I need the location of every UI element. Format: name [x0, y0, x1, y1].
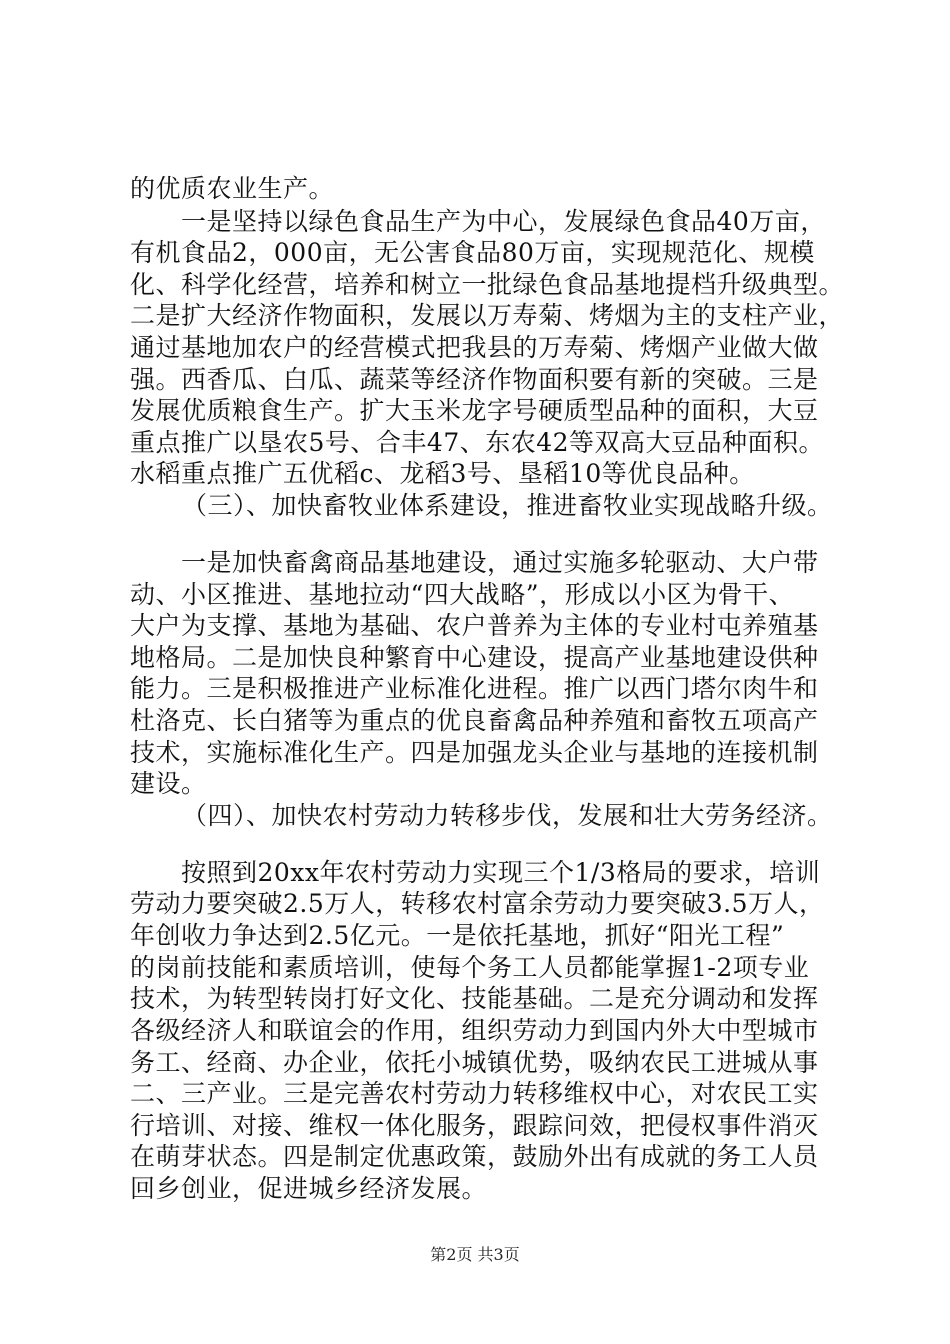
text-line: 能力。三是积极推进产业标准化进程。推广以西门塔尔肉牛和	[130, 674, 819, 703]
text-line: 务工、经商、办企业，依托小城镇优势，吸纳农民工进城从事	[130, 1048, 819, 1077]
text-line: 各级经济人和联谊会的作用，组织劳动力到国内外大中型城市	[130, 1016, 819, 1045]
page-number: 第2页 共3页	[430, 1245, 520, 1264]
text-line: 二、三产业。三是完善农村劳动力转移维权中心，对农民工实	[130, 1079, 819, 1108]
text-line: 一是加快畜禽商品基地建设，通过实施多轮驱动、大户带	[130, 548, 819, 577]
text-line: 化、科学化经营，培养和树立一批绿色食品基地提档升级典型。	[130, 270, 845, 299]
text-line: 强。西香瓜、白瓜、蔬菜等经济作物面积要有新的突破。三是	[130, 365, 819, 394]
text-line: 大户为支撑、基地为基础、农户普养为主体的专业村屯养殖基	[130, 611, 819, 640]
text-line: 地格局。二是加快良种繁育中心建设，提高产业基地建设供种	[130, 643, 819, 672]
text-line: 动、小区推进、基地拉动“四大战略”，形成以小区为骨干、	[130, 580, 795, 609]
text-line: 年创收力争达到2.5亿元。一是依托基地，抓好“阳光工程”	[130, 921, 785, 950]
text-line: 劳动力要突破2.5万人，转移农村富余劳动力要突破3.5万人，	[130, 889, 825, 918]
text-line: 回乡创业，促进城乡经济发展。	[130, 1174, 488, 1203]
text-line: 通过基地加农户的经营模式把我县的万寿菊、烤烟产业做大做	[130, 333, 819, 362]
text-line: 行培训、对接、维权一体化服务，跟踪问效，把侵权事件消灭	[130, 1111, 819, 1140]
text-line: 二是扩大经济作物面积，发展以万寿菊、烤烟为主的支柱产业，	[130, 301, 845, 330]
text-line: 发展优质粮食生产。扩大玉米龙字号硬质型品种的面积，大豆	[130, 396, 819, 425]
text-line: 的优质农业生产。	[130, 174, 335, 203]
text-line: 杜洛克、长白猪等为重点的优良畜禽品种养殖和畜牧五项高产	[130, 706, 819, 735]
text-line: 建设。	[130, 769, 207, 798]
section-heading: （四）、加快农村劳动力转移步伐，发展和壮大劳务经济。	[182, 801, 833, 830]
text-line: 有机食品2，000亩，无公害食品80万亩，实现规范化、规模	[130, 238, 815, 267]
text-line: 重点推广以垦农5号、合丰47、东农42等双高大豆品种面积。	[130, 428, 825, 457]
text-line: 技术，为转型转岗打好文化、技能基础。二是充分调动和发挥	[130, 984, 819, 1013]
text-line: 的岗前技能和素质培训，使每个务工人员都能掌握1-2项专业	[130, 953, 810, 982]
text-line: 在萌芽状态。四是制定优惠政策，鼓励外出有成就的务工人员	[130, 1142, 819, 1171]
text-line: 一是坚持以绿色食品生产为中心，发展绿色食品40万亩，	[130, 207, 826, 236]
text-line: 水稻重点推广五优稻c、龙稻3号、垦稻10等优良品种。	[130, 459, 755, 488]
text-line: 技术，实施标准化生产。四是加强龙头企业与基地的连接机制	[130, 738, 819, 767]
section-heading: （三）、加快畜牧业体系建设，推进畜牧业实现战略升级。	[182, 491, 833, 520]
text-line: 按照到20xx年农村劳动力实现三个1/3格局的要求，培训	[130, 858, 821, 887]
